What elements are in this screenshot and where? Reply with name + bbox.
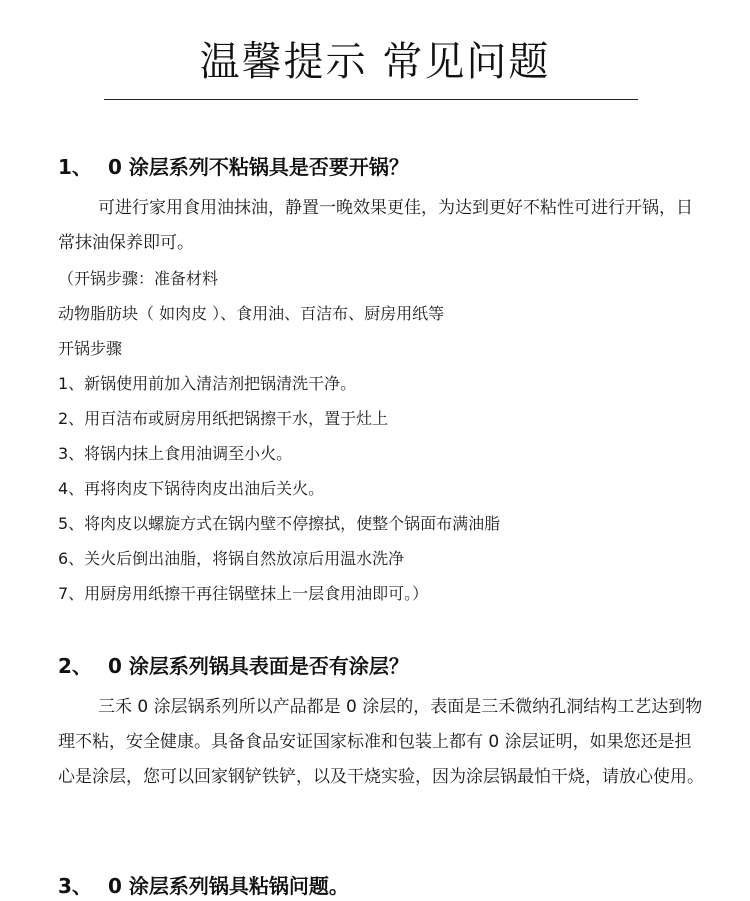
answer-paragraph: 可进行家用食用油抹油，静置一晚效果更佳，为达到更好不粘性可进行开锅，日常抹油保养即可。: [58, 198, 693, 253]
faq-section-2: [58, 651, 708, 795]
question-text: 0 涂层系列不粘锅具是否要开锅？: [108, 155, 409, 179]
step-item: 2、用百洁布或厨房用纸把锅擦干水，置于灶上: [58, 409, 389, 428]
answer-line: （开锅步骤：准备材料: [58, 269, 219, 288]
question-number: 1、: [58, 155, 92, 179]
step-item: 7、用厨房用纸擦干再往锅壁抹上一层食用油即可。）: [58, 584, 429, 603]
step-item: 3、将锅内抹上食用油调至小火。: [58, 444, 293, 463]
faq-answer-1: [58, 191, 708, 611]
faq-question-1: [58, 152, 708, 182]
question-text: 0 涂层系列锅具表面是否有涂层？: [108, 654, 409, 678]
faq-answer-2: [58, 690, 708, 795]
step-item: 4、再将肉皮下锅待肉皮出油后关火。: [58, 479, 325, 498]
question-number: 2、: [58, 654, 92, 678]
step-item: 1、新锅使用前加入清洁剂把锅清洗干净。: [58, 374, 357, 393]
answer-line: 开锅步骤: [58, 339, 123, 358]
faq-question-3: [58, 871, 708, 901]
faq-section-1: [58, 152, 708, 611]
question-text: 0 涂层系列锅具粘锅问题。: [108, 874, 349, 898]
answer-line: 动物脂肪块（ 如肉皮 ）、食用油、百洁布、厨房用纸等: [58, 304, 445, 323]
faq-section-3: [58, 871, 708, 901]
title-divider: [104, 99, 638, 100]
page-title: 温馨提示 常见问题: [199, 39, 551, 85]
step-item: 5、将肉皮以螺旋方式在锅内壁不停擦拭，使整个锅面布满油脂: [58, 514, 501, 533]
question-number: 3、: [58, 874, 92, 898]
step-item: 6、关火后倒出油脂，将锅自然放凉后用温水洗净: [58, 549, 405, 568]
answer-paragraph: 三禾 0 涂层锅系列所以产品都是 0 涂层的，表面是三禾微纳孔洞结构工艺达到物理不粘，安全健康。具备食品安证国家标准和包装上都有 0 涂层证明，如果您还是担心是涂层，您可以回家钢铲铁铲，以及干烧实验，因为涂层锅最怕干烧，请放心使用。: [58, 697, 704, 787]
faq-question-2: [58, 651, 708, 681]
